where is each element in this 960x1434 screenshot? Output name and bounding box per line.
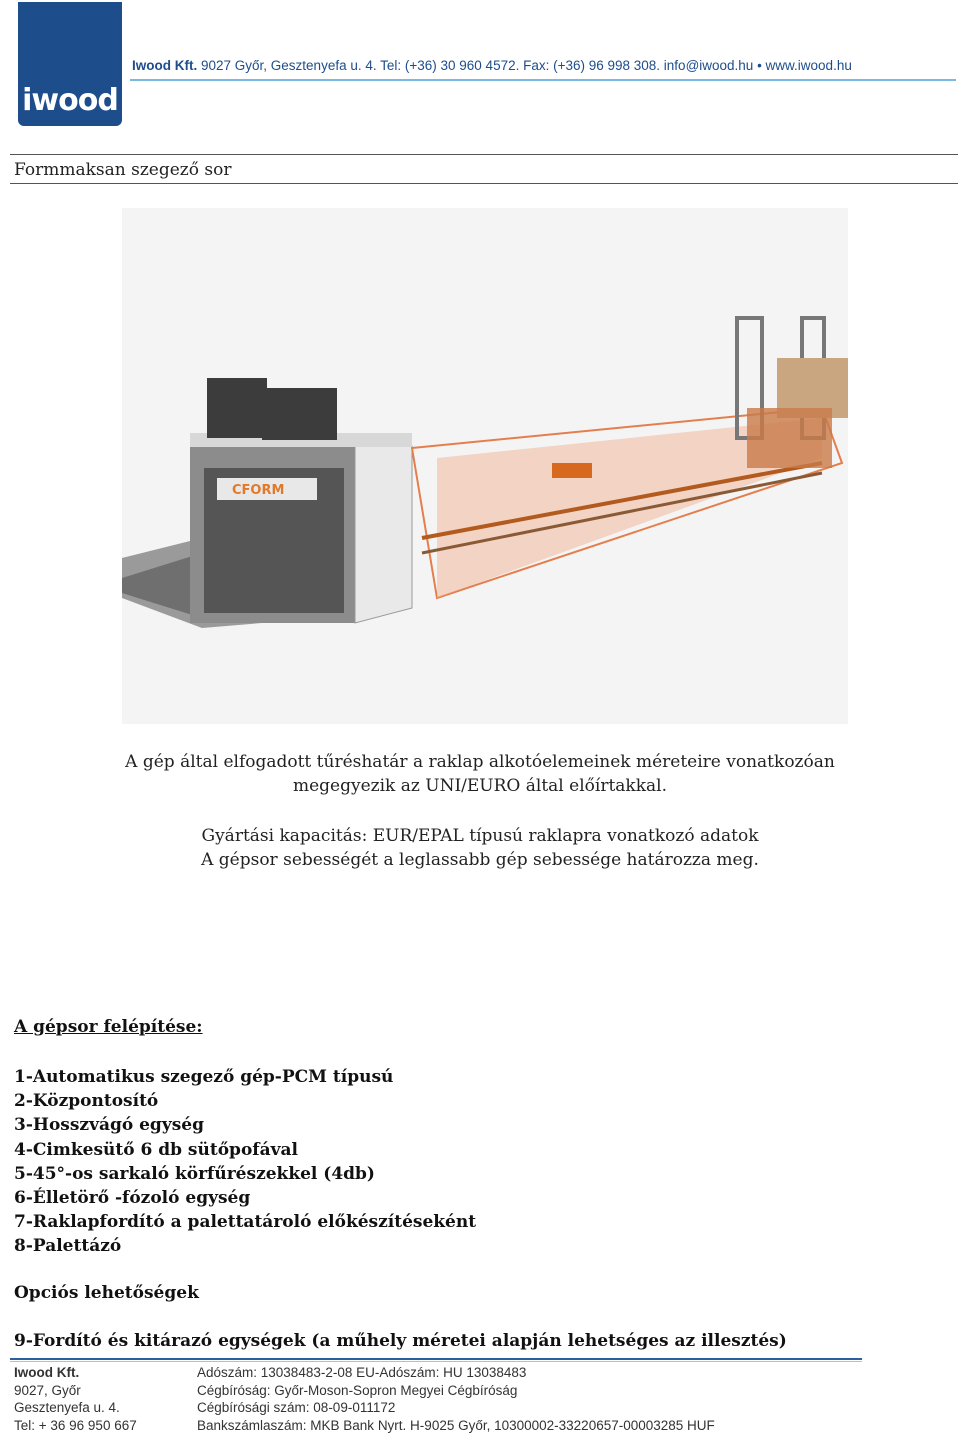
tolerance-line-2: megegyezik az UNI/EURO által előírtakkal. <box>292 776 667 796</box>
footer-address <box>14 1364 137 1434</box>
capacity-paragraph <box>0 824 960 872</box>
machine-line-illustration <box>122 208 848 724</box>
footer-street: Gesztenyefa u. 4. <box>14 1400 120 1415</box>
tolerance-line-1: A gép által elfogadott tűréshatár a raklap alkotóelemeinek méreteire vonatkozóan <box>125 752 835 772</box>
list-item: 4-Cimkesütő 6 db sütőpofával <box>14 1139 298 1160</box>
footer-court: Cégbíróság: Győr-Moson-Sopron Megyei Cégbíróság <box>197 1382 518 1398</box>
footer-tax-number: Adószám: 13038483-2-08 EU-Adószám: HU 13038483 <box>197 1365 527 1380</box>
header-contact-details: 9027 Győr, Gesztenyefa u. 4. Tel: (+36) 30 960 4572. Fax: (+36) 96 998 308. info@iwood.hu • www.iwood.hu <box>201 58 852 73</box>
section-title-structure: A gépsor felépítése: <box>14 1017 203 1037</box>
capacity-line-1: Gyártási kapacitás: EUR/EPAL típusú raklapra vonatkozó adatok <box>201 826 759 846</box>
list-item: 1-Automatikus szegező gép-PCM típusú <box>14 1067 394 1087</box>
header-contact <box>132 58 852 73</box>
footer-phone: Tel: + 36 96 950 667 <box>14 1417 137 1433</box>
options-title: Opciós lehetőségek <box>14 1283 199 1303</box>
footer-company: Iwood Kft. <box>14 1365 80 1380</box>
footer-divider <box>10 1358 862 1360</box>
footer-city: 9027, Győr <box>14 1382 81 1398</box>
company-logo <box>18 2 122 126</box>
header-divider <box>130 79 956 81</box>
header-company-name: Iwood Kft. <box>132 58 198 73</box>
list-item: 8-Palettázó <box>14 1236 122 1257</box>
footer-legal <box>197 1364 715 1434</box>
image-brand-label: CFORM <box>232 483 285 498</box>
title-rule-bottom <box>10 183 958 184</box>
list-item: 5-45°-os sarkaló körfűrészekkel (4db) <box>14 1163 375 1184</box>
footer-divider-light <box>10 1361 862 1362</box>
footer-registration: Cégbírósági szám: 08-09-011172 <box>197 1400 396 1415</box>
list-item: 7-Raklapfordító a palettatároló előkészítéseként <box>14 1212 477 1233</box>
list-item: 3-Hosszvágó egység <box>14 1115 204 1136</box>
capacity-line-2: A gépsor sebességét a leglassabb gép sebessége határozza meg. <box>201 850 759 870</box>
machine-components-list <box>14 1065 476 1259</box>
list-item: 6-Élletörő -fózoló egység <box>14 1188 251 1209</box>
option-item: 9-Fordító és kitárazó egységek (a műhely méretei alapján lehetséges az illesztés) <box>14 1331 787 1351</box>
machine-line-image <box>122 208 848 724</box>
title-rule-top <box>10 154 958 155</box>
document-title: Formmaksan szegező sor <box>14 160 232 180</box>
tolerance-paragraph <box>0 750 960 798</box>
logo-wordmark: iwood <box>22 83 118 118</box>
list-item: 2-Központosító <box>14 1091 159 1112</box>
footer-bank-account: Bankszámlaszám: MKB Bank Nyrt. H-9025 Győr, 10300002-33220657-00003285 HUF <box>197 1417 715 1433</box>
